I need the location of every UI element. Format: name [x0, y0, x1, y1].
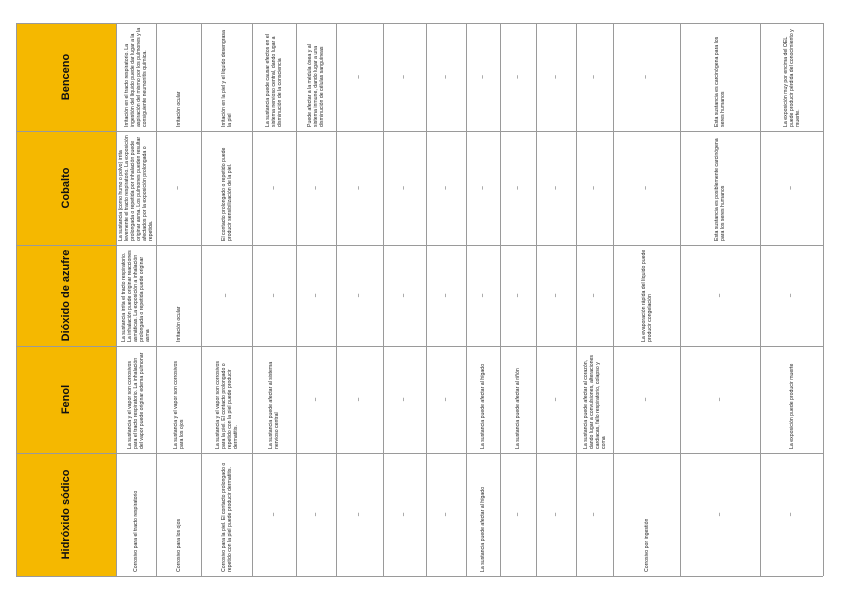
- cell-text: La sustancia puede afectar al corazón, dando lugar a convulsiones, alteraciones cardiacas, fallo respiratorio, colapso y coma: [582, 354, 607, 449]
- column-title: Fenol: [60, 384, 72, 415]
- row-divider: [252, 23, 253, 576]
- table-cell: [296, 245, 336, 346]
- table-cell: [336, 131, 383, 245]
- row-divider: [613, 23, 614, 576]
- table-cell: [680, 245, 760, 346]
- table-cell: [116, 453, 156, 576]
- empty-marker: –: [553, 75, 559, 79]
- empty-marker: –: [175, 186, 181, 190]
- empty-marker: –: [591, 293, 597, 298]
- table-cell: [760, 346, 823, 453]
- empty-marker: –: [401, 186, 407, 190]
- empty-marker: –: [553, 186, 559, 190]
- table-cell: [156, 131, 201, 245]
- table-cell: [201, 245, 252, 346]
- cell-text: Corrosivo para la piel. El contacto prolongado o repetido con la piel puede producir dermatitis.: [220, 462, 233, 572]
- table-cell: [336, 453, 383, 576]
- table-cell: [383, 346, 426, 453]
- table-cell: [296, 453, 336, 576]
- table-cell: [680, 346, 760, 453]
- table-cell: [201, 346, 252, 453]
- empty-marker: –: [515, 512, 521, 517]
- column-header: [16, 131, 116, 245]
- empty-marker: –: [356, 75, 362, 79]
- table-cell: [426, 453, 466, 576]
- table-cell: [536, 346, 576, 453]
- column-header: [16, 453, 116, 576]
- cell-text: La sustancia puede afectar al hígado: [480, 363, 486, 449]
- row-divider: [116, 23, 117, 576]
- cell-text: La sustancia puede causar efectos en el sistema nervioso central, dando lugar a disminución de la consciencia: [265, 34, 283, 127]
- table-cell: [426, 346, 466, 453]
- cell-text: La exposición puede producir muerte: [788, 363, 795, 449]
- empty-marker: –: [271, 293, 277, 298]
- cell-text: Corrosivo para el tracto respiratorio: [133, 490, 139, 572]
- table-cell: [383, 23, 426, 131]
- column-header: [16, 346, 116, 453]
- table-cell: [426, 23, 466, 131]
- table-cell: [296, 23, 336, 131]
- table-cell: [252, 453, 296, 576]
- column-title: Benceno: [60, 53, 72, 101]
- row-divider: [536, 23, 537, 576]
- empty-marker: –: [443, 186, 449, 190]
- table-cell: [156, 453, 201, 576]
- row-divider: [16, 23, 17, 576]
- column-title: Hidróxido sódico: [60, 469, 72, 560]
- empty-marker: –: [591, 186, 597, 190]
- substance-column-4: [16, 131, 823, 246]
- row-divider: [201, 23, 202, 576]
- table-cell: [613, 131, 680, 245]
- cell-text: Irritación ocular: [175, 91, 182, 127]
- empty-marker: –: [356, 397, 362, 402]
- cell-text: La sustancia puede afectar al riñón: [515, 368, 521, 449]
- empty-marker: –: [788, 186, 794, 190]
- row-divider: [823, 23, 824, 576]
- cell-text: Corrosivo para los ojos: [175, 518, 182, 572]
- empty-marker: –: [443, 75, 449, 79]
- empty-marker: –: [443, 293, 449, 298]
- table-cell: [760, 23, 823, 131]
- table-cell: [466, 23, 500, 131]
- empty-marker: –: [591, 75, 597, 79]
- cell-text: El contacto prolongado o repetido puede producir sensibilización de la piel.: [220, 147, 233, 241]
- table-cell: [336, 245, 383, 346]
- table-cell: [760, 245, 823, 346]
- table-cell: [466, 346, 500, 453]
- empty-marker: –: [401, 75, 407, 79]
- empty-marker: –: [480, 186, 486, 190]
- row-divider: [336, 23, 337, 576]
- empty-marker: –: [591, 512, 597, 517]
- empty-marker: –: [480, 293, 486, 298]
- empty-marker: –: [223, 293, 229, 298]
- empty-marker: –: [356, 186, 362, 190]
- substance-column-2: [16, 346, 823, 454]
- table-cell: [252, 23, 296, 131]
- table-cell: [383, 453, 426, 576]
- empty-marker: –: [553, 293, 559, 298]
- empty-marker: –: [271, 186, 277, 190]
- row-divider: [296, 23, 297, 576]
- table-cell: [116, 23, 156, 131]
- row-divider: [500, 23, 501, 576]
- table-cell: [536, 131, 576, 245]
- empty-marker: –: [313, 293, 319, 298]
- cell-text: Puede afectar a la médula ósea y al sistema inmune, dando lugar a una disminución de células sanguíneas: [307, 44, 325, 127]
- empty-marker: –: [643, 397, 649, 402]
- column-header: [16, 245, 116, 346]
- cell-text: La sustancia y el vapor son corrosivos para los ojos: [172, 361, 185, 449]
- cell-text: La sustancia puede afectar al hígado: [480, 486, 486, 572]
- table-cell: [680, 23, 760, 131]
- row-divider: [680, 23, 681, 576]
- table-cell: [680, 453, 760, 576]
- table-cell: [116, 346, 156, 453]
- table-cell: [201, 131, 252, 245]
- table-cell: [201, 453, 252, 576]
- table-cell: [613, 346, 680, 453]
- empty-marker: –: [717, 397, 723, 402]
- table-cell: [383, 131, 426, 245]
- table-cell: [466, 453, 500, 576]
- table-cell: [252, 245, 296, 346]
- row-divider: [760, 23, 761, 576]
- table-cell: [201, 23, 252, 131]
- table-cell: [536, 23, 576, 131]
- empty-marker: –: [515, 293, 521, 298]
- row-divider: [426, 23, 427, 576]
- table-cell: [613, 245, 680, 346]
- table-cell: [576, 245, 613, 346]
- cell-text: La sustancia y el vapor son corrosivos para la piel. El contacto prolongado o repetido con la piel puede producir dermatitis.: [214, 361, 239, 449]
- table-cell: [426, 131, 466, 245]
- cell-text: Esta sustancia es carcinógena para los seres humanos: [714, 36, 726, 127]
- table-cell: [252, 346, 296, 453]
- empty-marker: –: [313, 186, 319, 190]
- cell-text: Esta sustancia es posiblemente carcinógena para los seres humanos: [714, 138, 726, 241]
- table-cell: [536, 453, 576, 576]
- table-cell: [156, 23, 201, 131]
- substance-column-5: [16, 23, 823, 132]
- cell-text: La sustancia y el vapor son corrosivos para el tracto respiratorio. La inhalación del vapor puede originar edema pulmonar: [127, 352, 145, 449]
- table-top-border: [16, 23, 823, 24]
- empty-marker: –: [717, 512, 723, 517]
- empty-marker: –: [480, 75, 486, 79]
- column-title: Dióxido de azufre: [60, 249, 72, 342]
- empty-marker: –: [788, 512, 794, 517]
- table-cell: [116, 245, 156, 346]
- substance-column-1: [16, 453, 823, 577]
- row-divider: [466, 23, 467, 576]
- row-divider: [156, 23, 157, 576]
- table-cell: [383, 245, 426, 346]
- table-cell: [500, 131, 536, 245]
- empty-marker: –: [356, 293, 362, 298]
- table-cell: [576, 346, 613, 453]
- cell-text: Irritación en la piel y el líquido desengrasa la piel: [220, 30, 233, 127]
- empty-marker: –: [313, 397, 319, 402]
- empty-marker: –: [356, 512, 362, 517]
- column-title: Cobalto: [60, 167, 72, 209]
- table-cell: [576, 131, 613, 245]
- empty-marker: –: [643, 186, 649, 190]
- table-cell: [156, 346, 201, 453]
- empty-marker: –: [401, 512, 407, 517]
- table-cell: [116, 131, 156, 245]
- table-cell: [500, 245, 536, 346]
- column-header: [16, 23, 116, 131]
- empty-marker: –: [271, 512, 277, 517]
- empty-marker: –: [515, 186, 521, 190]
- cell-text: La sustancia irrita el tracto respiratorio. La inhalación puede originar reacciones asmáticas. La exposición a inhalación prolongada o repetida puede originar asma: [121, 250, 151, 342]
- row-divider: [576, 23, 577, 576]
- cell-text: Irritación ocular: [175, 306, 182, 342]
- table-cell: [252, 131, 296, 245]
- table-cell: [466, 131, 500, 245]
- empty-marker: –: [643, 75, 649, 79]
- table-cell: [576, 23, 613, 131]
- table-cell: [680, 131, 760, 245]
- table-cell: [576, 453, 613, 576]
- cell-text: Corrosivo por ingestión: [643, 518, 650, 572]
- table-cell: [760, 453, 823, 576]
- cell-text: Irritación en el tracto respiratorio. La ingestión del líquido puede dar lugar a la aspiración del mismo por los pulmones y la consiguiente neumonitis química.: [124, 27, 148, 127]
- empty-marker: –: [788, 293, 794, 298]
- table-cell: [336, 346, 383, 453]
- cell-text: La sustancia (como humo o polvo) irrita levemente el tracto respiratorio. La exposición prolongada o repetida por inhalación puede originar asma. Los pulmones pueden resultar afectados por la exposición prolongada o repetida.: [118, 135, 154, 241]
- empty-marker: –: [443, 512, 449, 517]
- table-cell: [500, 453, 536, 576]
- empty-marker: –: [515, 75, 521, 79]
- empty-marker: –: [401, 397, 407, 402]
- table-cell: [426, 245, 466, 346]
- empty-marker: –: [553, 397, 559, 402]
- table-cell: [613, 23, 680, 131]
- empty-marker: –: [553, 512, 559, 517]
- empty-marker: –: [313, 512, 319, 517]
- table-cell: [296, 346, 336, 453]
- table-cell: [613, 453, 680, 576]
- cell-text: La exposición muy por encima del OEL puede producir pérdida del conocimiento y muerte.: [782, 29, 801, 127]
- empty-marker: –: [717, 293, 723, 298]
- empty-marker: –: [443, 397, 449, 402]
- table-cell: [156, 245, 201, 346]
- cell-text: La sustancia puede afectar al sistema nervioso central: [268, 361, 280, 449]
- table-cell: [500, 23, 536, 131]
- table-cell: [296, 131, 336, 245]
- row-divider: [383, 23, 384, 576]
- table-cell: [500, 346, 536, 453]
- substance-column-3: [16, 245, 823, 347]
- table-cell: [536, 245, 576, 346]
- cell-text: La evaporación rápida del líquido puede producir congelación: [640, 249, 653, 342]
- table-cell: [760, 131, 823, 245]
- empty-marker: –: [401, 293, 407, 298]
- table-cell: [336, 23, 383, 131]
- table-cell: [466, 245, 500, 346]
